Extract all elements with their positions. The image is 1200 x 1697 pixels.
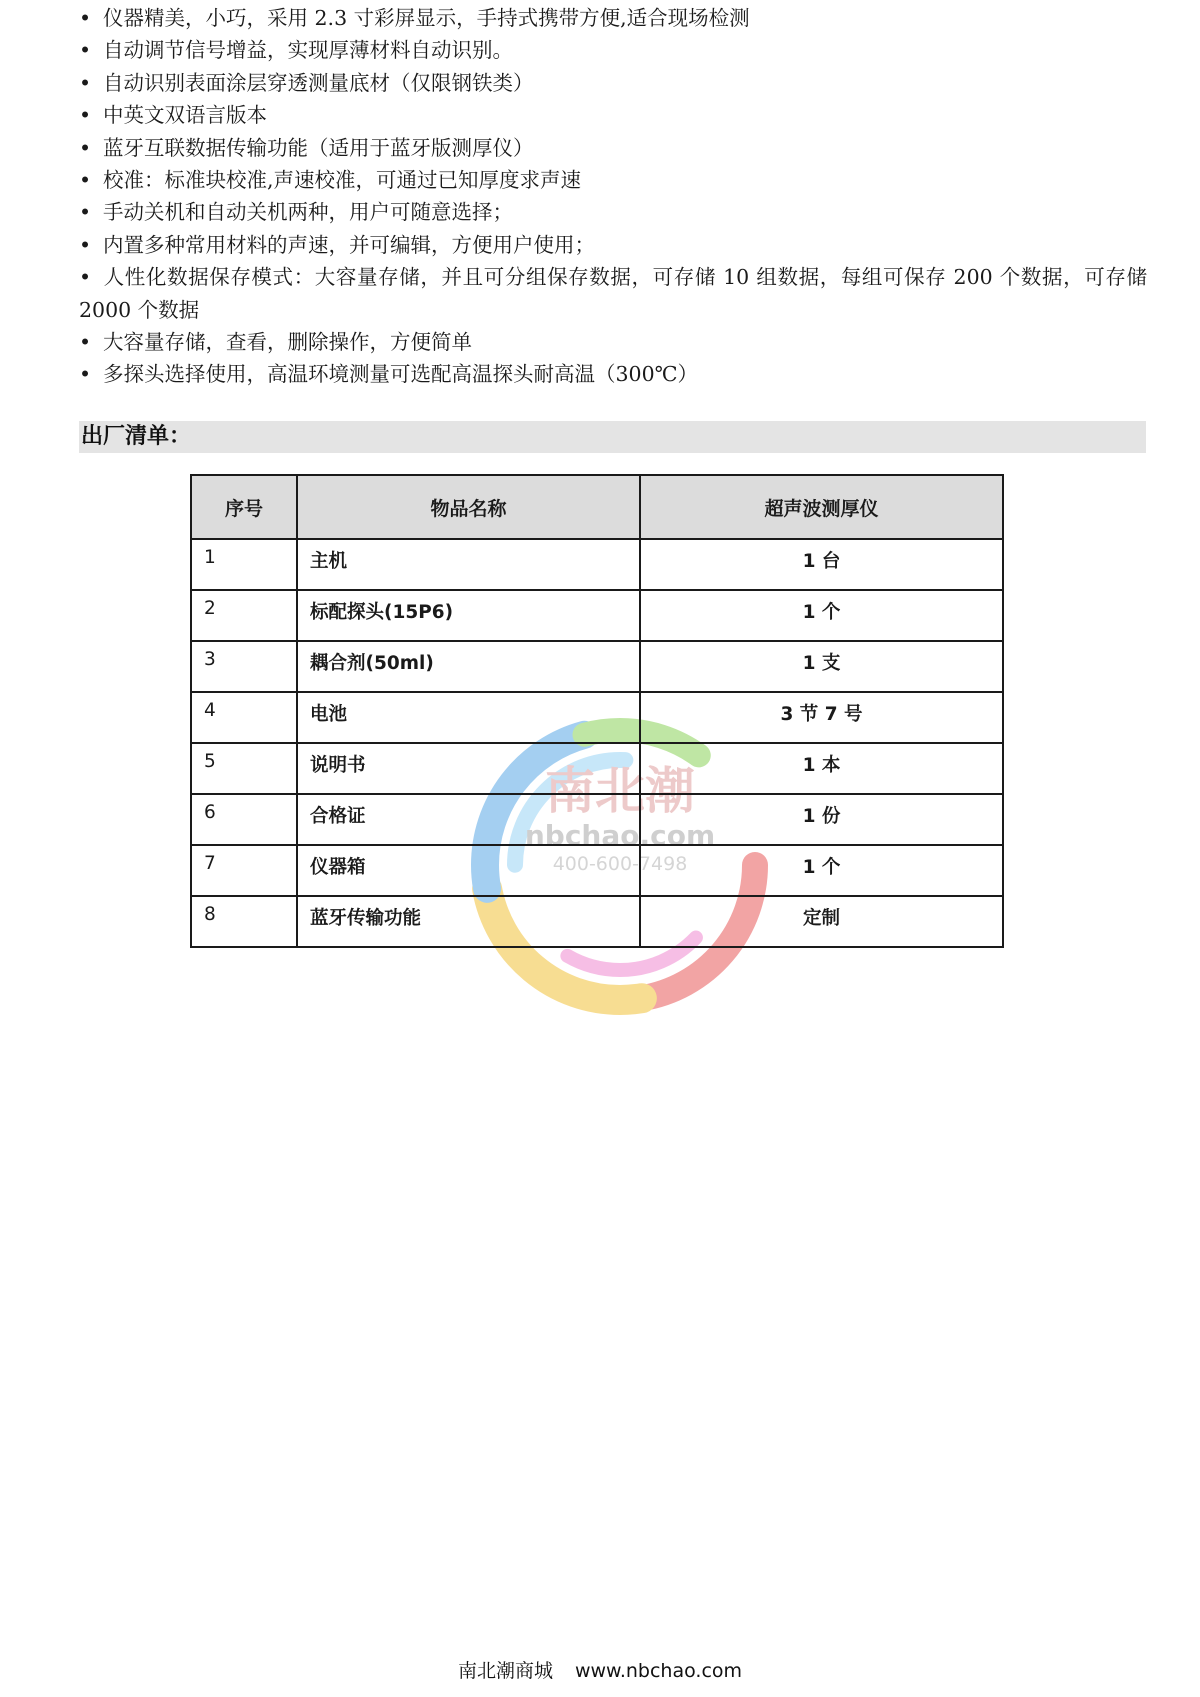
- cell-quantity: 3 节 7 号: [640, 692, 1003, 743]
- feature-item: • 大容量存储，查看，删除操作，方便简单: [79, 326, 1147, 358]
- watermark-phone: 400-600-7498: [552, 853, 688, 875]
- feature-item: • 仪器精美，小巧，采用 2.3 寸彩屏显示，手持式携带方便,适合现场检测: [79, 2, 1147, 34]
- bullet-icon: •: [79, 232, 92, 257]
- cell-quantity: 1 个: [640, 845, 1003, 896]
- cell-quantity: 1 个: [640, 590, 1003, 641]
- cell-quantity: 1 份: [640, 794, 1003, 845]
- table-row: [191, 692, 1003, 743]
- footer-site-name: 南北潮商城: [457, 1660, 553, 1682]
- watermark-brand-url: nbchao.com: [524, 819, 716, 852]
- feature-item: • 多探头选择使用，高温环境测量可选配高温探头耐高温（300℃）: [79, 358, 1147, 390]
- cell-item-name: 电池: [297, 692, 640, 743]
- footer-site-url: www.nbchao.com: [574, 1660, 743, 1682]
- table-row: [191, 845, 1003, 896]
- cell-item-name: 仪器箱: [297, 845, 640, 896]
- cell-item-name: 合格证: [297, 794, 640, 845]
- cell-item-name: 耦合剂(50ml): [297, 641, 640, 692]
- page-footer: [0, 1656, 1200, 1683]
- cell-quantity: 定制: [640, 896, 1003, 947]
- cell-item-name: 蓝牙传输功能: [297, 896, 640, 947]
- feature-item: • 自动识别表面涂层穿透测量底材（仅限钢铁类）: [79, 67, 1147, 99]
- header-quantity: 超声波测厚仪: [640, 475, 1003, 539]
- packing-list-table: [190, 474, 1004, 948]
- cell-index: 3: [191, 641, 297, 692]
- cell-item-name: 标配探头(15P6): [297, 590, 640, 641]
- table-row: [191, 641, 1003, 692]
- watermark-brand-cn: 南北潮: [545, 761, 695, 820]
- bullet-icon: •: [79, 362, 92, 387]
- cell-item-name: 说明书: [297, 743, 640, 794]
- feature-item: • 手动关机和自动关机两种，用户可随意选择；: [79, 196, 1147, 228]
- bullet-icon: •: [79, 6, 92, 30]
- cell-quantity: 1 台: [640, 539, 1003, 590]
- cell-item-name: 主机: [297, 539, 640, 590]
- cell-index: 1: [191, 539, 297, 590]
- feature-list: [79, 2, 1147, 391]
- feature-item: • 校准：标准块校准,声速校准，可通过已知厚度求声速: [79, 164, 1147, 196]
- bullet-icon: •: [79, 38, 92, 63]
- feature-item: • 人性化数据保存模式：大容量存储，并且可分组保存数据，可存储 10 组数据，每组可保存 200 个数据，可存储 2000 个数据: [79, 261, 1147, 326]
- table-row: [191, 539, 1003, 590]
- table-row: [191, 743, 1003, 794]
- bullet-icon: •: [79, 135, 92, 160]
- section-title: 出厂清单：: [81, 424, 192, 449]
- bullet-icon: •: [79, 330, 92, 355]
- cell-index: 4: [191, 692, 297, 743]
- bullet-icon: •: [79, 70, 92, 95]
- feature-item: • 自动调节信号增益，实现厚薄材料自动识别。: [79, 34, 1147, 66]
- table-row: [191, 590, 1003, 641]
- cell-index: 5: [191, 743, 297, 794]
- feature-item: • 内置多种常用材料的声速，并可编辑，方便用户使用；: [79, 229, 1147, 261]
- feature-item: • 中英文双语言版本: [79, 99, 1147, 131]
- table-row: [191, 896, 1003, 947]
- cell-index: 8: [191, 896, 297, 947]
- bullet-icon: •: [79, 168, 92, 193]
- bullet-icon: •: [79, 200, 92, 225]
- section-header-bar: [79, 421, 1146, 453]
- header-item-name: 物品名称: [297, 475, 640, 539]
- table-row: [191, 794, 1003, 845]
- bullet-icon: •: [79, 265, 92, 290]
- cell-index: 2: [191, 590, 297, 641]
- bullet-icon: •: [79, 103, 92, 128]
- cell-quantity: 1 本: [640, 743, 1003, 794]
- cell-index: 6: [191, 794, 297, 845]
- cell-index: 7: [191, 845, 297, 896]
- feature-item: • 蓝牙互联数据传输功能（适用于蓝牙版测厚仪）: [79, 132, 1147, 164]
- table-header-row: [191, 475, 1003, 539]
- header-index: 序号: [191, 475, 297, 539]
- cell-quantity: 1 支: [640, 641, 1003, 692]
